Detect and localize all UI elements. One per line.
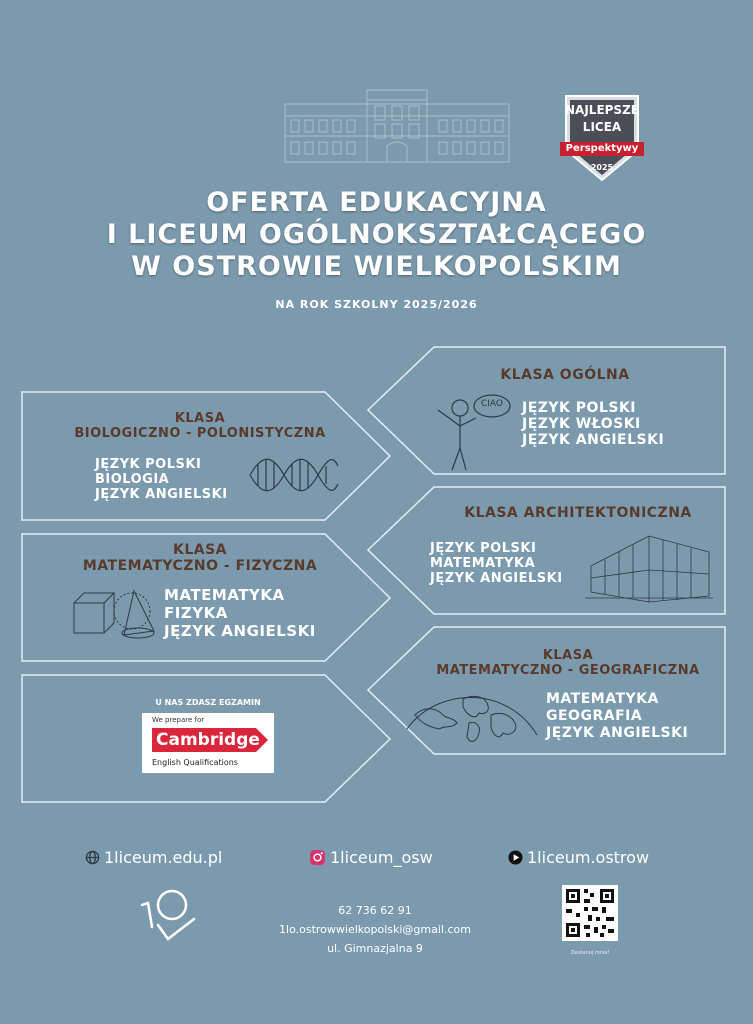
badge-brand: Perspektywy	[565, 143, 639, 154]
globe-icon	[85, 850, 100, 865]
subject-item: JĘZYK ANGIELSKI	[95, 487, 228, 502]
contact-block	[250, 901, 500, 958]
qr-pattern	[562, 885, 618, 941]
page-title-line-1: OFERTA EDUKACYJNA	[206, 187, 547, 218]
world-map-icon	[405, 685, 540, 751]
address-text: ul. Gimnazjalna 9	[327, 942, 423, 955]
subject-item: MATEMATYKA	[546, 691, 659, 707]
subject-item: JĘZYK ANGIELSKI	[430, 571, 563, 586]
class-title-biol	[40, 411, 360, 441]
class-title-matgeo-line2: MATEMATYCZNO - GEOGRAFICZNA	[436, 663, 700, 678]
dna-icon	[248, 452, 340, 498]
logo-mark-icon	[138, 885, 198, 945]
subject-item: GEOGRAFIA	[546, 708, 643, 724]
email-text: 1lo.ostrowwielkopolski@gmail.com	[279, 923, 471, 936]
subjects-biol	[95, 457, 228, 502]
subjects-ogolna	[522, 400, 664, 448]
subject-item: BIOLOGIA	[95, 472, 170, 487]
class-title-matfiz	[40, 542, 360, 574]
instagram-text: 1liceum_osw	[330, 848, 433, 867]
class-title-matfiz-line1: KLASA	[172, 542, 228, 558]
badge-line1: NAJLEPSZE	[565, 103, 639, 117]
cambridge-qual: English Qualifications	[152, 758, 238, 767]
website-link[interactable]	[85, 848, 222, 867]
qr-caption: Zeskanuj mnie!	[570, 950, 610, 956]
class-title-matfiz-line2: MATEMATYCZNO - FIZYCZNA	[82, 558, 318, 574]
video-link[interactable]	[508, 848, 649, 867]
subject-item: JĘZYK POLSKI	[95, 457, 202, 472]
page-title-line-2: I LICEUM OGÓLNOKSZTAŁCĄCEGO	[106, 219, 647, 250]
subjects-matgeo	[546, 691, 688, 742]
subject-item: JĘZYK ANGIELSKI	[546, 725, 689, 741]
phone-text: 62 736 62 91	[338, 904, 412, 917]
badge-line2: LICEA	[582, 120, 622, 134]
cambridge-logo	[142, 713, 274, 773]
geometry-solids-icon	[70, 585, 158, 643]
subject-item: JĘZYK POLSKI	[430, 541, 537, 556]
cambridge-brand: Cambridge	[156, 730, 260, 750]
class-title-biol-line2: BIOLOGICZNO - POLONISTYCZNA	[74, 426, 326, 441]
class-title-matgeo	[430, 648, 706, 678]
subject-item: JĘZYK ANGIELSKI	[522, 432, 665, 448]
cambridge-heading: U NAS ZDASZ EGZAMIN	[155, 698, 261, 707]
subjects-arch	[430, 541, 563, 586]
badge-year: 2025	[590, 163, 614, 172]
instagram-icon	[309, 849, 326, 866]
qr-code-icon[interactable]	[562, 885, 618, 941]
speech-bubble-text: CIAO	[480, 399, 504, 409]
building-sketch-icon	[585, 526, 713, 606]
subject-item: JĘZYK POLSKI	[522, 400, 637, 416]
page-subtitle: NA ROK SZKOLNY 2025/2026	[275, 298, 478, 311]
subject-item: FIZYKA	[164, 604, 228, 622]
class-title-ogolna: KLASA OGÓLNA	[500, 367, 630, 383]
cambridge-prepare: We prepare for	[152, 716, 205, 724]
instagram-link[interactable]	[309, 848, 433, 867]
subject-item: MATEMATYKA	[164, 586, 285, 604]
subject-item: JĘZYK ANGIELSKI	[164, 622, 316, 640]
class-title-arch: KLASA ARCHITEKTONICZNA	[464, 505, 692, 521]
play-icon	[508, 850, 523, 865]
subject-item: JĘZYK WŁOSKI	[522, 416, 641, 432]
class-title-matgeo-line1: KLASA	[542, 648, 594, 663]
class-title-biol-line1: KLASA	[174, 411, 226, 426]
subject-item: MATEMATYKA	[430, 556, 536, 571]
subjects-matfiz	[164, 586, 316, 640]
video-text: 1liceum.ostrow	[527, 848, 650, 867]
page-title-line-3: W OSTROWIE WIELKOPOLSKIM	[131, 251, 622, 282]
website-text: 1liceum.edu.pl	[104, 848, 223, 867]
